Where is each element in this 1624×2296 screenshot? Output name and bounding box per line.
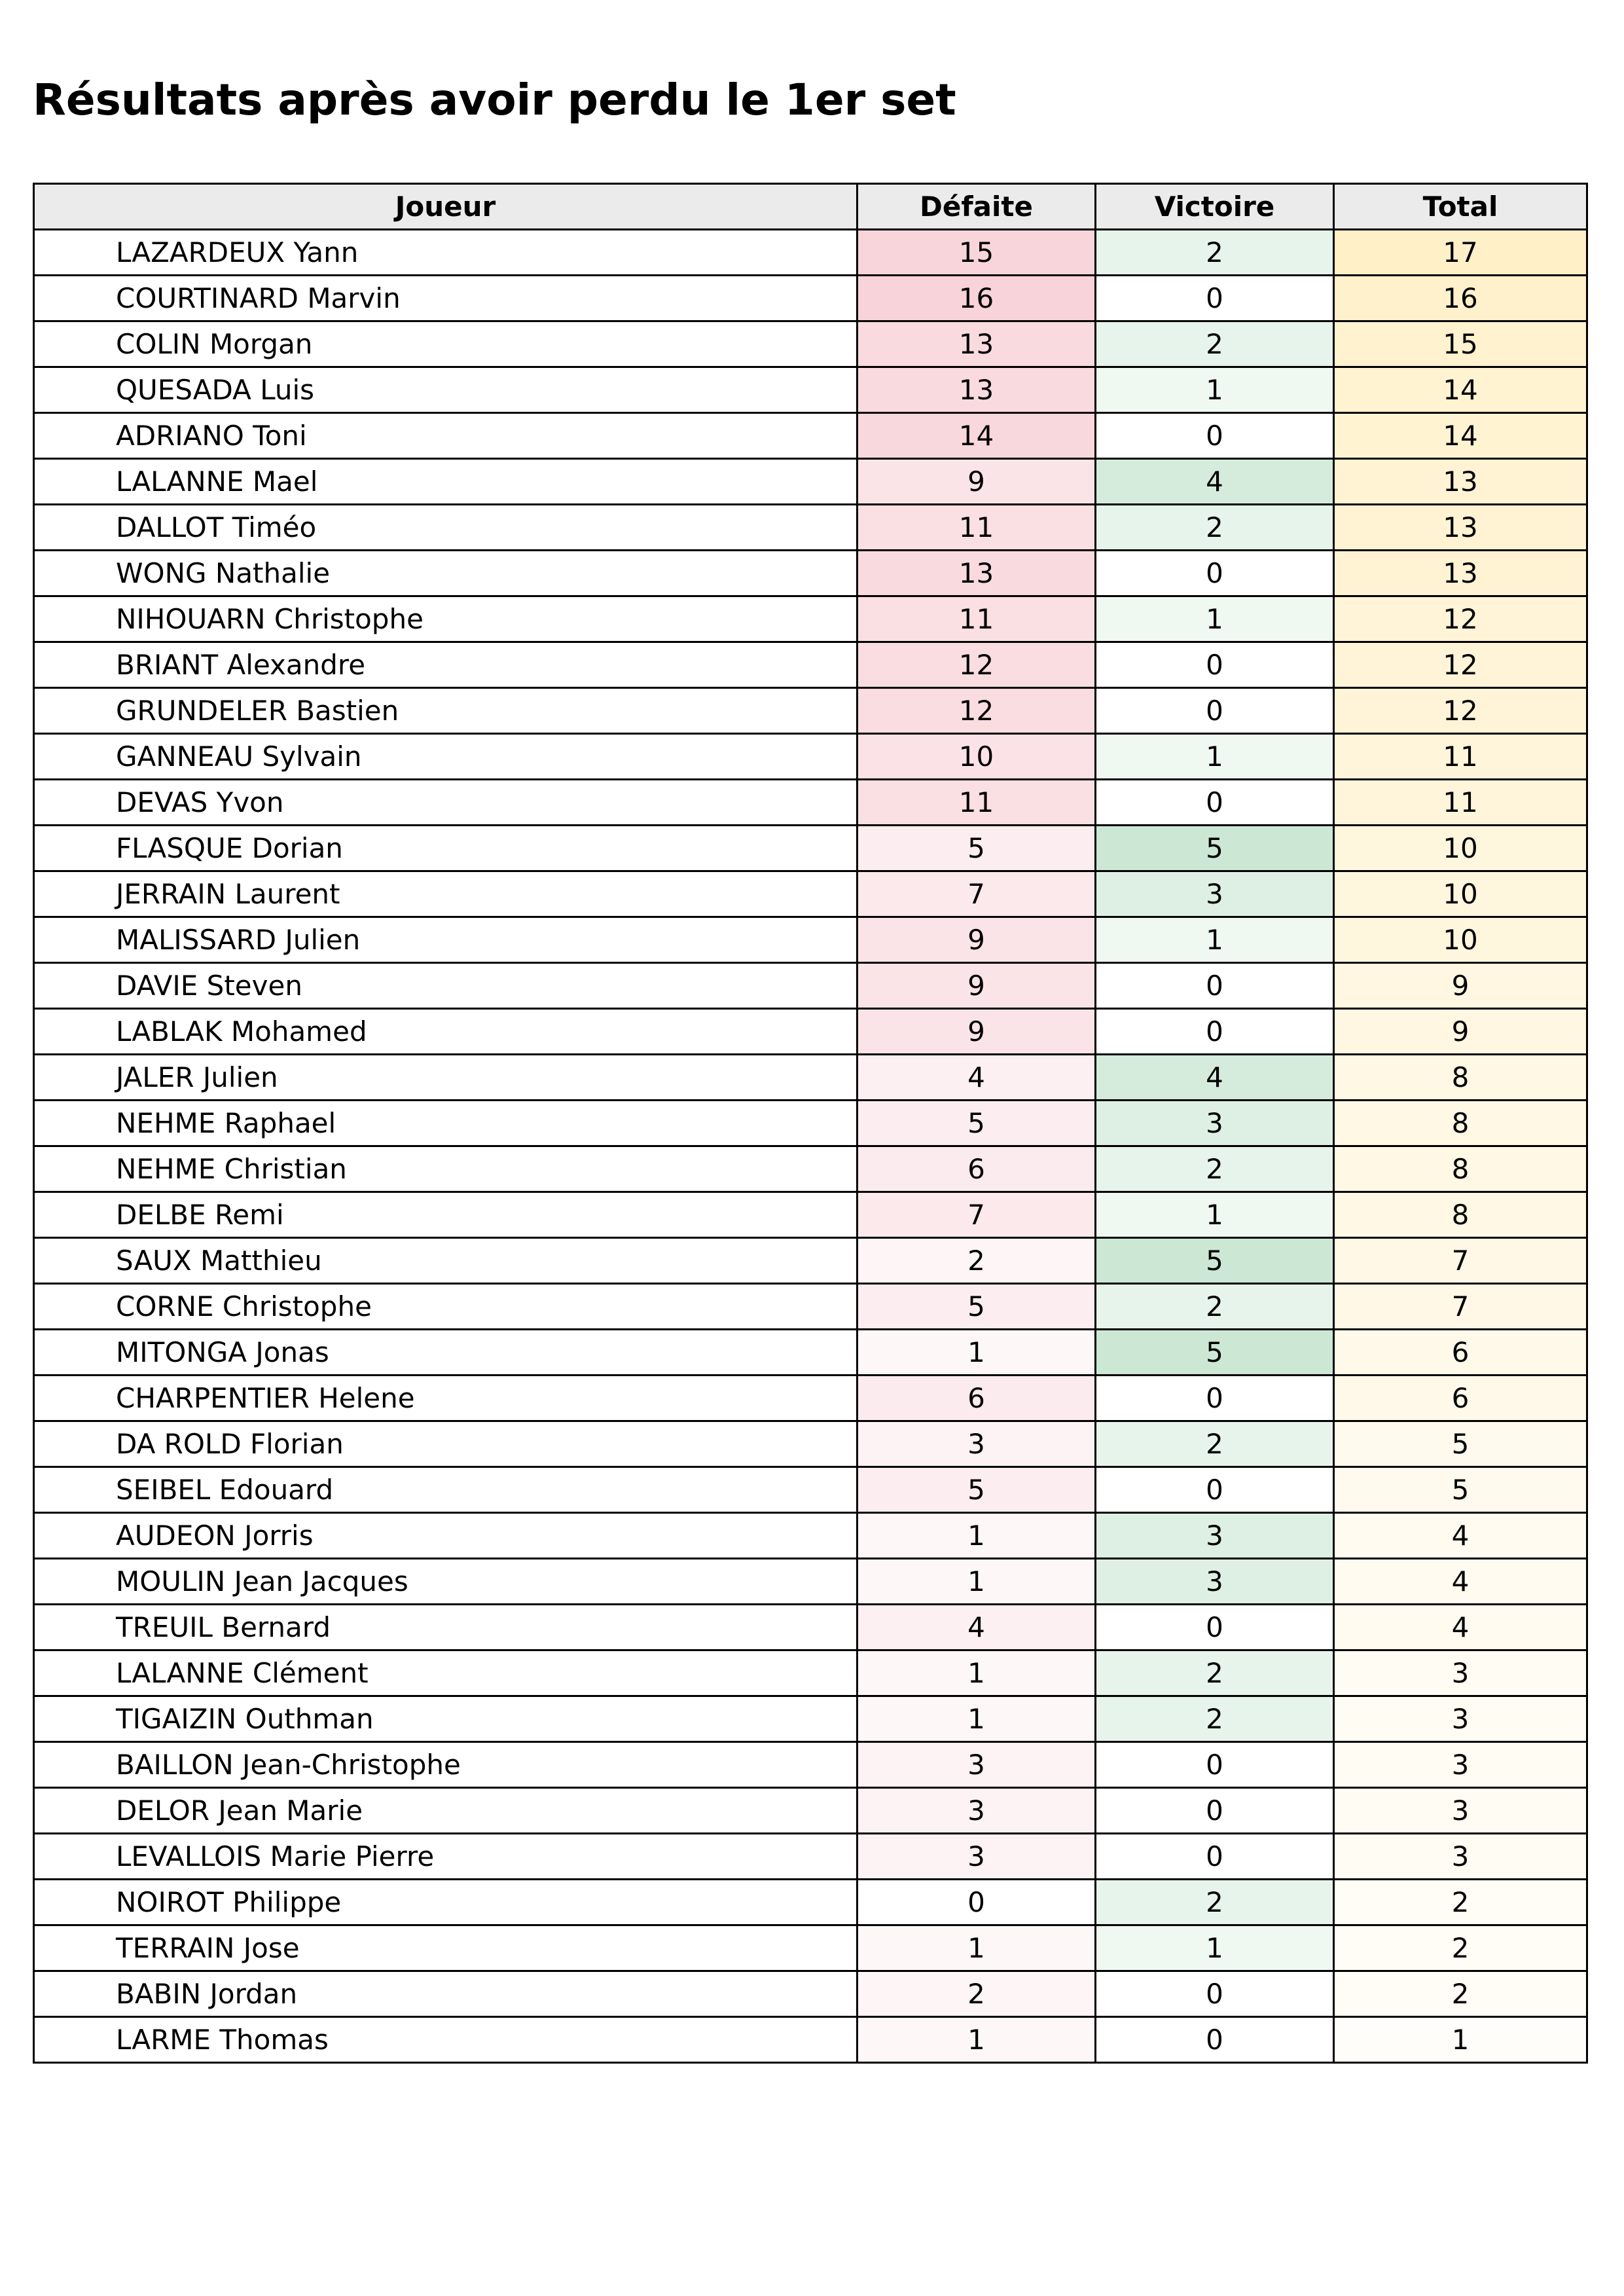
header-joueur: Joueur xyxy=(34,184,857,230)
total-cell: 3 xyxy=(1334,1696,1587,1742)
victoire-cell: 0 xyxy=(1096,2017,1334,2063)
table-row xyxy=(34,780,1587,826)
total-cell: 2 xyxy=(1334,1880,1587,1925)
table-row xyxy=(34,917,1587,963)
total-cell: 6 xyxy=(1334,1376,1587,1421)
total-cell: 14 xyxy=(1334,413,1587,459)
defaite-cell: 1 xyxy=(857,1330,1096,1376)
defaite-cell: 13 xyxy=(857,321,1096,367)
victoire-cell: 0 xyxy=(1096,413,1334,459)
player-name-cell: GRUNDELER Bastien xyxy=(34,688,857,734)
player-name-cell: LALANNE Clément xyxy=(34,1650,857,1696)
player-name-cell: LARME Thomas xyxy=(34,2017,857,2063)
table-row xyxy=(34,1330,1587,1376)
table-row xyxy=(34,230,1587,276)
player-name-cell: SAUX Matthieu xyxy=(34,1238,857,1284)
defaite-cell: 6 xyxy=(857,1146,1096,1192)
player-name-cell: NEHME Raphael xyxy=(34,1101,857,1146)
total-cell: 10 xyxy=(1334,826,1587,871)
total-cell: 10 xyxy=(1334,871,1587,917)
player-name-cell: MALISSARD Julien xyxy=(34,917,857,963)
defaite-cell: 11 xyxy=(857,596,1096,642)
victoire-cell: 2 xyxy=(1096,1650,1334,1696)
total-cell: 6 xyxy=(1334,1330,1587,1376)
table-row xyxy=(34,1559,1587,1605)
total-cell: 13 xyxy=(1334,551,1587,596)
victoire-cell: 2 xyxy=(1096,1284,1334,1330)
defaite-cell: 3 xyxy=(857,1834,1096,1880)
header-victoire: Victoire xyxy=(1096,184,1334,230)
player-name-cell: JALER Julien xyxy=(34,1055,857,1101)
total-cell: 16 xyxy=(1334,276,1587,321)
total-cell: 4 xyxy=(1334,1559,1587,1605)
table-row xyxy=(34,1880,1587,1925)
defaite-cell: 10 xyxy=(857,734,1096,780)
victoire-cell: 3 xyxy=(1096,1101,1334,1146)
header-defaite: Défaite xyxy=(857,184,1096,230)
total-cell: 17 xyxy=(1334,230,1587,276)
victoire-cell: 1 xyxy=(1096,367,1334,413)
victoire-cell: 0 xyxy=(1096,642,1334,688)
total-cell: 8 xyxy=(1334,1055,1587,1101)
total-cell: 7 xyxy=(1334,1238,1587,1284)
total-cell: 12 xyxy=(1334,688,1587,734)
total-cell: 14 xyxy=(1334,367,1587,413)
table-row xyxy=(34,1146,1587,1192)
player-name-cell: FLASQUE Dorian xyxy=(34,826,857,871)
table-row xyxy=(34,1101,1587,1146)
table-row xyxy=(34,1788,1587,1834)
table-row xyxy=(34,1467,1587,1513)
defaite-cell: 16 xyxy=(857,276,1096,321)
defaite-cell: 9 xyxy=(857,459,1096,505)
defaite-cell: 5 xyxy=(857,1467,1096,1513)
victoire-cell: 2 xyxy=(1096,1421,1334,1467)
victoire-cell: 3 xyxy=(1096,1559,1334,1605)
total-cell: 7 xyxy=(1334,1284,1587,1330)
total-cell: 3 xyxy=(1334,1742,1587,1788)
total-cell: 12 xyxy=(1334,642,1587,688)
defaite-cell: 1 xyxy=(857,1925,1096,1971)
total-cell: 2 xyxy=(1334,1925,1587,1971)
results-table xyxy=(33,183,1588,2064)
defaite-cell: 5 xyxy=(857,826,1096,871)
victoire-cell: 0 xyxy=(1096,276,1334,321)
table-row xyxy=(34,2017,1587,2063)
player-name-cell: DAVIE Steven xyxy=(34,963,857,1009)
victoire-cell: 0 xyxy=(1096,1788,1334,1834)
victoire-cell: 0 xyxy=(1096,1834,1334,1880)
total-cell: 13 xyxy=(1334,459,1587,505)
defaite-cell: 13 xyxy=(857,367,1096,413)
player-name-cell: NOIROT Philippe xyxy=(34,1880,857,1925)
defaite-cell: 14 xyxy=(857,413,1096,459)
total-cell: 10 xyxy=(1334,917,1587,963)
player-name-cell: SEIBEL Edouard xyxy=(34,1467,857,1513)
page-title: Résultats après avoir perdu le 1er set xyxy=(33,75,956,125)
table-row xyxy=(34,276,1587,321)
table-row xyxy=(34,1513,1587,1559)
victoire-cell: 2 xyxy=(1096,1146,1334,1192)
total-cell: 5 xyxy=(1334,1421,1587,1467)
defaite-cell: 12 xyxy=(857,688,1096,734)
victoire-cell: 4 xyxy=(1096,1055,1334,1101)
defaite-cell: 3 xyxy=(857,1788,1096,1834)
victoire-cell: 5 xyxy=(1096,826,1334,871)
table-row xyxy=(34,1192,1587,1238)
table-row xyxy=(34,1650,1587,1696)
table-row xyxy=(34,505,1587,551)
victoire-cell: 1 xyxy=(1096,596,1334,642)
victoire-cell: 0 xyxy=(1096,1971,1334,2017)
defaite-cell: 1 xyxy=(857,1650,1096,1696)
player-name-cell: TERRAIN Jose xyxy=(34,1925,857,1971)
player-name-cell: LALANNE Mael xyxy=(34,459,857,505)
victoire-cell: 5 xyxy=(1096,1238,1334,1284)
total-cell: 8 xyxy=(1334,1192,1587,1238)
victoire-cell: 3 xyxy=(1096,1513,1334,1559)
total-cell: 8 xyxy=(1334,1101,1587,1146)
defaite-cell: 3 xyxy=(857,1742,1096,1788)
victoire-cell: 1 xyxy=(1096,1925,1334,1971)
defaite-cell: 4 xyxy=(857,1605,1096,1650)
header-row xyxy=(34,184,1587,230)
player-name-cell: NIHOUARN Christophe xyxy=(34,596,857,642)
header-total: Total xyxy=(1334,184,1587,230)
player-name-cell: GANNEAU Sylvain xyxy=(34,734,857,780)
total-cell: 3 xyxy=(1334,1650,1587,1696)
total-cell: 11 xyxy=(1334,780,1587,826)
table-row xyxy=(34,1009,1587,1055)
defaite-cell: 5 xyxy=(857,1101,1096,1146)
defaite-cell: 1 xyxy=(857,2017,1096,2063)
defaite-cell: 3 xyxy=(857,1421,1096,1467)
defaite-cell: 9 xyxy=(857,1009,1096,1055)
total-cell: 11 xyxy=(1334,734,1587,780)
player-name-cell: COLIN Morgan xyxy=(34,321,857,367)
table-row xyxy=(34,551,1587,596)
victoire-cell: 1 xyxy=(1096,734,1334,780)
player-name-cell: DELOR Jean Marie xyxy=(34,1788,857,1834)
player-name-cell: BRIANT Alexandre xyxy=(34,642,857,688)
defaite-cell: 2 xyxy=(857,1971,1096,2017)
player-name-cell: AUDEON Jorris xyxy=(34,1513,857,1559)
defaite-cell: 4 xyxy=(857,1055,1096,1101)
victoire-cell: 3 xyxy=(1096,871,1334,917)
total-cell: 12 xyxy=(1334,596,1587,642)
table-row xyxy=(34,459,1587,505)
player-name-cell: MOULIN Jean Jacques xyxy=(34,1559,857,1605)
defaite-cell: 5 xyxy=(857,1284,1096,1330)
player-name-cell: DA ROLD Florian xyxy=(34,1421,857,1467)
player-name-cell: JERRAIN Laurent xyxy=(34,871,857,917)
table-row xyxy=(34,1971,1587,2017)
player-name-cell: ADRIANO Toni xyxy=(34,413,857,459)
player-name-cell: BABIN Jordan xyxy=(34,1971,857,2017)
table-row xyxy=(34,734,1587,780)
victoire-cell: 0 xyxy=(1096,1009,1334,1055)
victoire-cell: 0 xyxy=(1096,1605,1334,1650)
player-name-cell: DELBE Remi xyxy=(34,1192,857,1238)
total-cell: 8 xyxy=(1334,1146,1587,1192)
victoire-cell: 0 xyxy=(1096,551,1334,596)
victoire-cell: 0 xyxy=(1096,780,1334,826)
defaite-cell: 6 xyxy=(857,1376,1096,1421)
table-row xyxy=(34,826,1587,871)
defaite-cell: 15 xyxy=(857,230,1096,276)
victoire-cell: 2 xyxy=(1096,230,1334,276)
table-row xyxy=(34,1834,1587,1880)
player-name-cell: MITONGA Jonas xyxy=(34,1330,857,1376)
total-cell: 2 xyxy=(1334,1971,1587,2017)
player-name-cell: LABLAK Mohamed xyxy=(34,1009,857,1055)
victoire-cell: 2 xyxy=(1096,505,1334,551)
total-cell: 5 xyxy=(1334,1467,1587,1513)
table-row xyxy=(34,413,1587,459)
table-row xyxy=(34,1605,1587,1650)
total-cell: 4 xyxy=(1334,1605,1587,1650)
total-cell: 13 xyxy=(1334,505,1587,551)
table-row xyxy=(34,367,1587,413)
table-row xyxy=(34,963,1587,1009)
defaite-cell: 13 xyxy=(857,551,1096,596)
total-cell: 1 xyxy=(1334,2017,1587,2063)
defaite-cell: 11 xyxy=(857,780,1096,826)
table-row xyxy=(34,1238,1587,1284)
table-row xyxy=(34,596,1587,642)
victoire-cell: 1 xyxy=(1096,1192,1334,1238)
victoire-cell: 5 xyxy=(1096,1330,1334,1376)
table-row xyxy=(34,871,1587,917)
player-name-cell: TIGAIZIN Outhman xyxy=(34,1696,857,1742)
defaite-cell: 11 xyxy=(857,505,1096,551)
total-cell: 4 xyxy=(1334,1513,1587,1559)
table-row xyxy=(34,321,1587,367)
table-row xyxy=(34,1742,1587,1788)
table-row xyxy=(34,1376,1587,1421)
defaite-cell: 0 xyxy=(857,1880,1096,1925)
victoire-cell: 0 xyxy=(1096,1467,1334,1513)
total-cell: 3 xyxy=(1334,1834,1587,1880)
table-row xyxy=(34,642,1587,688)
player-name-cell: DALLOT Timéo xyxy=(34,505,857,551)
table-row xyxy=(34,688,1587,734)
victoire-cell: 0 xyxy=(1096,688,1334,734)
player-name-cell: LEVALLOIS Marie Pierre xyxy=(34,1834,857,1880)
victoire-cell: 2 xyxy=(1096,321,1334,367)
defaite-cell: 9 xyxy=(857,963,1096,1009)
table-row xyxy=(34,1421,1587,1467)
table-row xyxy=(34,1925,1587,1971)
player-name-cell: TREUIL Bernard xyxy=(34,1605,857,1650)
victoire-cell: 4 xyxy=(1096,459,1334,505)
player-name-cell: CHARPENTIER Helene xyxy=(34,1376,857,1421)
player-name-cell: BAILLON Jean-Christophe xyxy=(34,1742,857,1788)
victoire-cell: 0 xyxy=(1096,1742,1334,1788)
victoire-cell: 2 xyxy=(1096,1696,1334,1742)
player-name-cell: QUESADA Luis xyxy=(34,367,857,413)
defaite-cell: 1 xyxy=(857,1696,1096,1742)
table-row xyxy=(34,1696,1587,1742)
player-name-cell: CORNE Christophe xyxy=(34,1284,857,1330)
defaite-cell: 1 xyxy=(857,1559,1096,1605)
total-cell: 9 xyxy=(1334,1009,1587,1055)
victoire-cell: 1 xyxy=(1096,917,1334,963)
defaite-cell: 12 xyxy=(857,642,1096,688)
total-cell: 9 xyxy=(1334,963,1587,1009)
defaite-cell: 2 xyxy=(857,1238,1096,1284)
defaite-cell: 7 xyxy=(857,871,1096,917)
victoire-cell: 0 xyxy=(1096,963,1334,1009)
table-row xyxy=(34,1055,1587,1101)
player-name-cell: DEVAS Yvon xyxy=(34,780,857,826)
defaite-cell: 7 xyxy=(857,1192,1096,1238)
total-cell: 15 xyxy=(1334,321,1587,367)
player-name-cell: COURTINARD Marvin xyxy=(34,276,857,321)
table-row xyxy=(34,1284,1587,1330)
victoire-cell: 2 xyxy=(1096,1880,1334,1925)
victoire-cell: 0 xyxy=(1096,1376,1334,1421)
defaite-cell: 9 xyxy=(857,917,1096,963)
player-name-cell: LAZARDEUX Yann xyxy=(34,230,857,276)
total-cell: 3 xyxy=(1334,1788,1587,1834)
player-name-cell: WONG Nathalie xyxy=(34,551,857,596)
player-name-cell: NEHME Christian xyxy=(34,1146,857,1192)
defaite-cell: 1 xyxy=(857,1513,1096,1559)
